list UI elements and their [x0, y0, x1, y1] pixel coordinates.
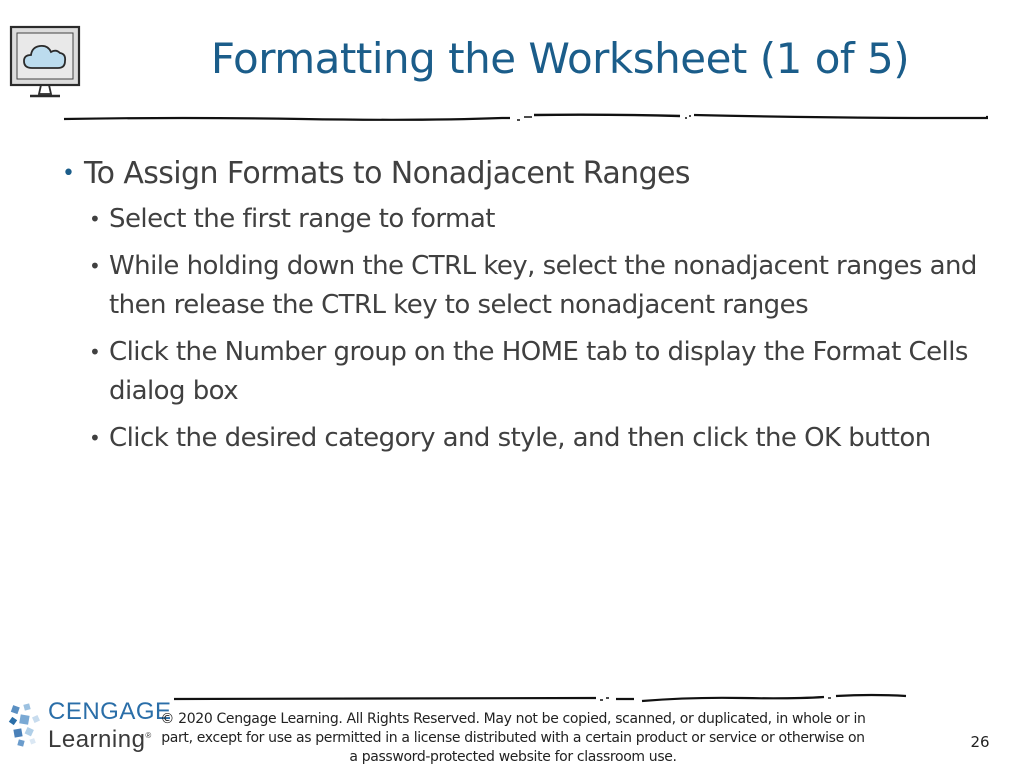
- slide-title: Formatting the Worksheet (1 of 5): [210, 34, 910, 83]
- footer-rule: [172, 692, 908, 706]
- sub-bullet-text: Select the first range to format: [109, 204, 495, 234]
- sub-bullet-text: While holding down the CTRL key, select the nonadjacent ranges and then release the CTRL key to select nonadjacent ranges: [109, 251, 977, 320]
- bullet-marker: •: [89, 207, 101, 231]
- sub-bullet-text: Click the Number group on the HOME tab to display the Format Cells dialog box: [109, 337, 968, 406]
- sub-bullet-list: [62, 200, 1002, 458]
- cloud-monitor-icon: [8, 24, 84, 104]
- logo-word-learning: Learning®: [48, 726, 152, 753]
- sub-bullet: [89, 200, 989, 239]
- bullet-level1: [62, 154, 1002, 194]
- sub-bullet: [89, 333, 989, 411]
- sub-bullet-text: Click the desired category and style, and then click the OK button: [109, 423, 931, 453]
- registered-mark: ®: [145, 731, 152, 740]
- bullet-marker: •: [89, 426, 101, 450]
- copyright-notice: © 2020 Cengage Learning. All Rights Reserved. May not be copied, scanned, or duplicated, in whole or in part, except for use as permitted in a license distributed with a certain product or service or otherwise on a password-protected website for classroom use.: [160, 711, 866, 765]
- slide-content: [62, 154, 1002, 466]
- sub-bullet: [89, 247, 989, 325]
- page-number: 26: [970, 733, 990, 751]
- bullet-marker: •: [62, 161, 75, 186]
- logo-word-cengage: CENGAGE: [48, 698, 172, 725]
- bullet-marker: •: [89, 254, 101, 278]
- title-underline: [62, 112, 988, 128]
- sub-bullet: [89, 419, 989, 458]
- logo-mark-icon: [6, 702, 46, 752]
- bullet-level1-text: To Assign Formats to Nonadjacent Ranges: [84, 156, 690, 191]
- bullet-marker: •: [89, 340, 101, 364]
- cengage-logo: [6, 698, 172, 760]
